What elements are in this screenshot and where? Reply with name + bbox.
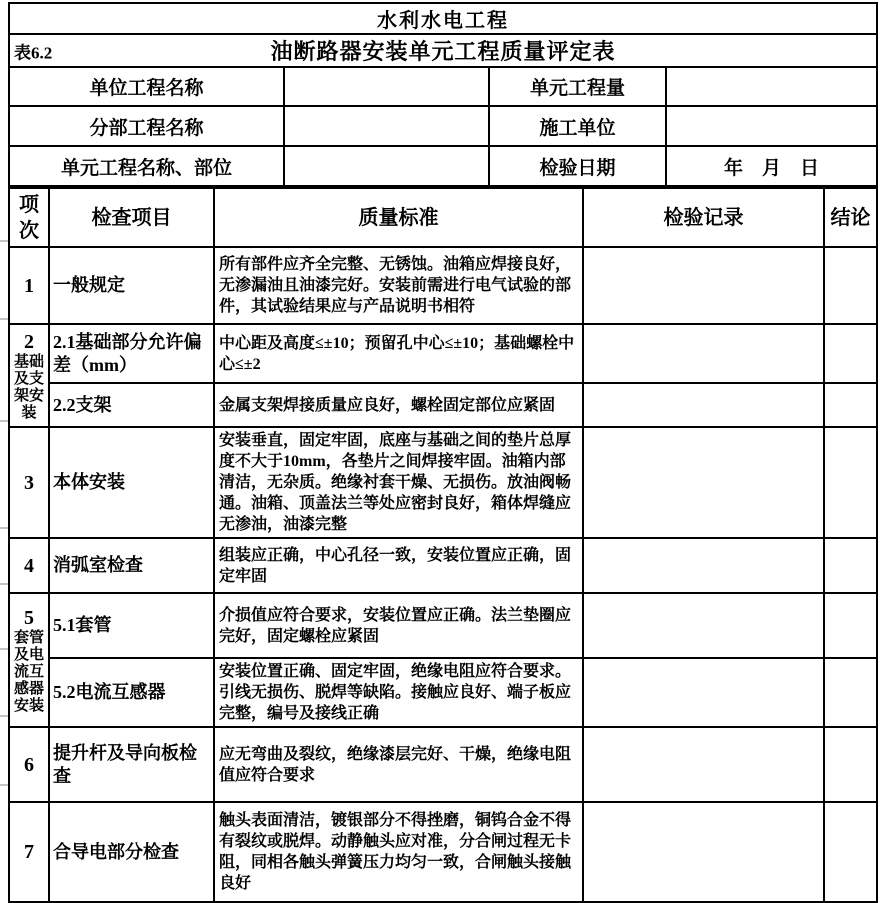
inspection-record-cell[interactable] <box>583 538 824 593</box>
document-title: 水利水电工程 <box>9 3 877 34</box>
item-no-cell <box>9 593 49 727</box>
item-no-cell <box>9 324 49 427</box>
item-group-label: 基础及支架安装 <box>13 353 44 421</box>
quality-standard-cell: 中心距及高度≤±10；预留孔中心≤±10；基础螺栓中心≤±2 <box>214 324 583 383</box>
table-number: 表6.2 <box>14 43 53 62</box>
table-row <box>9 727 877 802</box>
scan-artifact-tick <box>0 240 8 242</box>
quality-standard-cell: 所有部件应齐全完整、无锈蚀。油箱应焊接良好，无渗漏油且油漆完好。安装前需进行电气试验的部件，其试验结果应与产品说明书相符 <box>214 247 583 324</box>
check-item-cell: 5.1套管 <box>49 593 214 658</box>
inspection-record-cell[interactable] <box>583 727 824 802</box>
scan-artifact-tick <box>0 420 8 422</box>
scan-artifact-tick <box>0 648 8 650</box>
table-row <box>9 324 877 383</box>
table-title-cell <box>9 34 877 67</box>
check-item-cell: 5.2电流互感器 <box>49 658 214 727</box>
header-item-no: 项次 <box>9 188 49 247</box>
quality-standard-cell: 金属支架焊接质量应良好，螺栓固定部位应紧固 <box>214 383 583 427</box>
unit-quantity-value[interactable] <box>666 67 877 106</box>
quality-standard-cell: 安装垂直，固定牢固，底座与基础之间的垫片总厚度不大于10mm，各垫片之间焊接牢固。油箱内部清洁，无杂质。绝缘衬套干燥、无损伤。放油阀畅通。油箱、顶盖法兰等处应密封良好，箱体焊缝应无渗油，油漆完整 <box>214 427 583 538</box>
unit-name-location-label: 单元工程名称、部位 <box>9 146 284 186</box>
scan-artifact-tick <box>0 715 8 717</box>
evaluation-form-sheet <box>8 2 876 903</box>
item-no-cell <box>9 427 49 538</box>
scan-artifact-tick <box>0 527 8 529</box>
scan-artifact-tick <box>0 318 8 320</box>
table-title: 油断路器安装单元工程质量评定表 <box>270 39 616 64</box>
inspection-record-cell[interactable] <box>583 427 824 538</box>
unit-name-location-value[interactable] <box>284 146 489 186</box>
header-conclusion: 结论 <box>824 188 877 247</box>
check-item-cell: 消弧室检查 <box>49 538 214 593</box>
table-row <box>9 802 877 902</box>
item-no-cell <box>9 247 49 324</box>
check-item-cell: 提升杆及导向板检查 <box>49 727 214 802</box>
unit-project-name-value[interactable] <box>284 67 489 106</box>
quality-standard-cell: 安装位置正确、固定牢固，绝缘电阻应符合要求。引线无损伤、脱焊等缺陷。接触应良好、端子板应完整，编号及接线正确 <box>214 658 583 727</box>
item-number: 6 <box>24 753 34 776</box>
item-no-cell <box>9 538 49 593</box>
quality-table <box>8 187 878 903</box>
check-item-cell: 一般规定 <box>49 247 214 324</box>
inspection-date-value[interactable]: 年 月 日 <box>666 146 877 186</box>
inspection-record-cell[interactable] <box>583 658 824 727</box>
construction-unit-label: 施工单位 <box>489 106 666 146</box>
quality-table-body <box>9 247 877 902</box>
inspection-record-cell[interactable] <box>583 802 824 902</box>
form-header-table <box>8 2 878 187</box>
item-number: 4 <box>24 554 34 577</box>
division-project-name-label: 分部工程名称 <box>9 106 284 146</box>
table-row <box>9 658 877 727</box>
item-no-cell <box>9 727 49 802</box>
table-row <box>9 538 877 593</box>
construction-unit-value[interactable] <box>666 106 877 146</box>
inspection-record-cell[interactable] <box>583 247 824 324</box>
quality-standard-cell: 组装应正确，中心孔径一致，安装位置应正确，固定牢固 <box>214 538 583 593</box>
check-item-cell: 2.1基础部分允许偏差（mm） <box>49 324 214 383</box>
check-item-cell: 本体安装 <box>49 427 214 538</box>
conclusion-cell[interactable] <box>824 802 877 902</box>
table-row <box>9 427 877 538</box>
inspection-date-label: 检验日期 <box>489 146 666 186</box>
conclusion-cell[interactable] <box>824 593 877 658</box>
item-number: 3 <box>24 471 34 494</box>
item-number: 7 <box>24 841 34 863</box>
conclusion-cell[interactable] <box>824 658 877 727</box>
header-quality-standard: 质量标准 <box>214 188 583 247</box>
conclusion-cell[interactable] <box>824 427 877 538</box>
conclusion-cell[interactable] <box>824 324 877 383</box>
quality-standard-cell: 应无弯曲及裂纹，绝缘漆层完好、干燥，绝缘电阻值应符合要求 <box>214 727 583 802</box>
scan-artifact-tick <box>0 583 8 585</box>
conclusion-cell[interactable] <box>824 538 877 593</box>
quality-standard-cell: 介损值应符合要求，安装位置应正确。法兰垫圈应完好，固定螺栓应紧固 <box>214 593 583 658</box>
item-number: 1 <box>24 274 34 297</box>
table-row <box>9 593 877 658</box>
header-check-item: 检查项目 <box>49 188 214 247</box>
conclusion-cell[interactable] <box>824 727 877 802</box>
table-row <box>9 247 877 324</box>
conclusion-cell[interactable] <box>824 383 877 427</box>
scan-artifact-tick <box>0 784 8 786</box>
inspection-record-cell[interactable] <box>583 593 824 658</box>
header-inspection-record: 检验记录 <box>583 188 824 247</box>
item-no-cell <box>9 802 49 902</box>
conclusion-cell[interactable] <box>824 247 877 324</box>
inspection-record-cell[interactable] <box>583 324 824 383</box>
check-item-cell: 2.2支架 <box>49 383 214 427</box>
table-row <box>9 383 877 427</box>
division-project-name-value[interactable] <box>284 106 489 146</box>
inspection-record-cell[interactable] <box>583 383 824 427</box>
item-number: 2 <box>24 330 34 353</box>
item-group-label: 套管及电流互感器安装 <box>13 629 44 714</box>
item-number: 5 <box>24 606 34 629</box>
check-item-cell: 合导电部分检查 <box>49 802 214 902</box>
quality-standard-cell: 触头表面清洁，镀银部分不得挫磨，铜钨合金不得有裂纹或脱焊。动静触头应对准，分合闸过程无卡阻，同相各触头弹簧压力均匀一致，合闸触头接触良好 <box>214 802 583 902</box>
unit-project-name-label: 单位工程名称 <box>9 67 284 106</box>
unit-quantity-label: 单元工程量 <box>489 67 666 106</box>
